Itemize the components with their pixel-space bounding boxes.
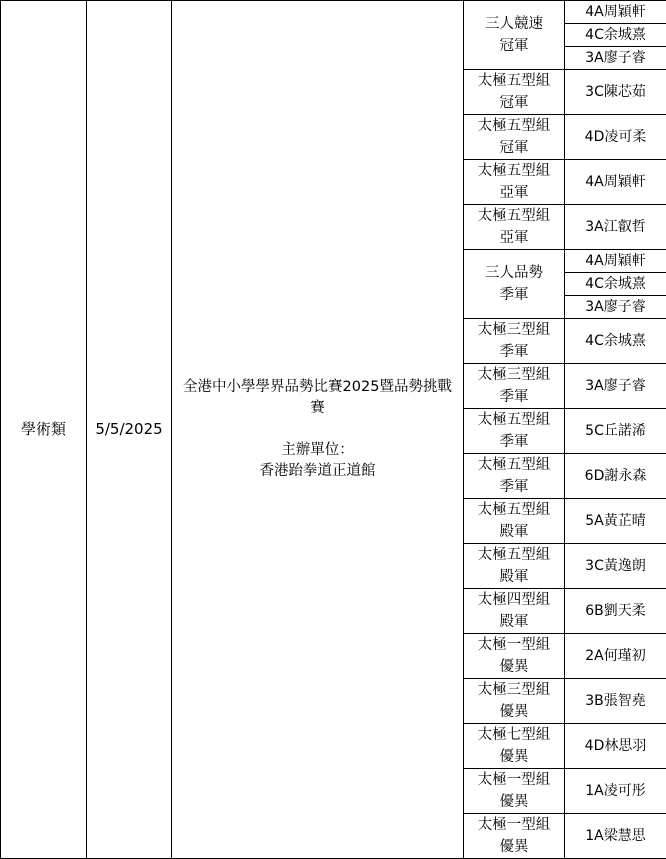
- student-cell: 5A黃芷晴: [565, 499, 666, 544]
- award-name: 三人品勢: [464, 262, 564, 284]
- student-cell: 3A廖子睿: [565, 296, 666, 319]
- award-rank: 季軍: [464, 431, 564, 453]
- event-title-line1: 全港中小學學界品勢比賽2025暨品勢挑戰: [174, 377, 461, 398]
- student-cell: 3A廖子睿: [565, 47, 666, 70]
- award-rank: 優異: [464, 791, 564, 813]
- student-cell: 3C黃逸朗: [565, 544, 666, 589]
- organizer-label: 主辦單位：: [174, 440, 461, 461]
- award-rank: 殿軍: [464, 521, 564, 543]
- award-rank: 殿軍: [464, 566, 564, 588]
- award-name: 太極五型組: [464, 70, 564, 92]
- award-rank: 冠軍: [464, 35, 564, 57]
- date-cell: 5/5/2025: [87, 1, 172, 859]
- award-cell: [464, 634, 565, 679]
- award-name: 太極一型組: [464, 814, 564, 836]
- award-name: 太極五型組: [464, 454, 564, 476]
- table-row: [1, 1, 666, 24]
- award-cell: [464, 814, 565, 859]
- award-cell: [464, 589, 565, 634]
- award-name: 太極三型組: [464, 364, 564, 386]
- student-cell: 3A江叡哲: [565, 205, 666, 250]
- award-rank: 季軍: [464, 386, 564, 408]
- award-rank: 冠軍: [464, 137, 564, 159]
- award-rank: 殿軍: [464, 611, 564, 633]
- award-name: 太極三型組: [464, 319, 564, 341]
- award-rank: 優異: [464, 701, 564, 723]
- award-cell: [464, 679, 565, 724]
- student-cell: 6B劉天柔: [565, 589, 666, 634]
- student-cell: 3C陳芯茹: [565, 70, 666, 115]
- student-cell: 4A周穎軒: [565, 1, 666, 24]
- student-cell: 3B張智堯: [565, 679, 666, 724]
- student-cell: 1A凌可彤: [565, 769, 666, 814]
- event-cell: [172, 1, 464, 859]
- award-rank: 季軍: [464, 284, 564, 306]
- award-cell: [464, 250, 565, 319]
- student-cell: 4C余城熹: [565, 319, 666, 364]
- student-cell: 1A梁慧思: [565, 814, 666, 859]
- student-cell: 4A周穎軒: [565, 250, 666, 273]
- student-cell: 4D林思羽: [565, 724, 666, 769]
- award-rank: 優異: [464, 746, 564, 768]
- award-rank: 季軍: [464, 476, 564, 498]
- award-name: 太極五型組: [464, 409, 564, 431]
- award-name: 太極一型組: [464, 769, 564, 791]
- award-cell: [464, 364, 565, 409]
- student-cell: 2A何瑾初: [565, 634, 666, 679]
- award-name: 太極四型組: [464, 589, 564, 611]
- award-name: 太極五型組: [464, 115, 564, 137]
- award-cell: [464, 409, 565, 454]
- award-rank: 亞軍: [464, 227, 564, 249]
- award-name: 太極五型組: [464, 205, 564, 227]
- award-name: 太極五型組: [464, 544, 564, 566]
- event-title-line2: 賽: [174, 398, 461, 419]
- student-cell: 3A廖子睿: [565, 364, 666, 409]
- award-rank: 季軍: [464, 341, 564, 363]
- award-cell: [464, 205, 565, 250]
- student-cell: 4D凌可柔: [565, 115, 666, 160]
- award-cell: [464, 499, 565, 544]
- award-cell: [464, 319, 565, 364]
- student-cell: 6D謝永森: [565, 454, 666, 499]
- organizer-name: 香港跆拳道正道館: [174, 461, 461, 482]
- award-cell: [464, 70, 565, 115]
- student-cell: 4C余城熹: [565, 24, 666, 47]
- award-cell: [464, 160, 565, 205]
- award-cell: [464, 115, 565, 160]
- award-name: 太極三型組: [464, 679, 564, 701]
- award-rank: 優異: [464, 656, 564, 678]
- student-cell: 4A周穎軒: [565, 160, 666, 205]
- award-rank: 亞軍: [464, 182, 564, 204]
- student-cell: 4C余城熹: [565, 273, 666, 296]
- award-name: 太極五型組: [464, 160, 564, 182]
- award-cell: [464, 724, 565, 769]
- award-name: 三人競速: [464, 13, 564, 35]
- award-cell: [464, 454, 565, 499]
- award-rank: 冠軍: [464, 92, 564, 114]
- student-cell: 5C丘諾浠: [565, 409, 666, 454]
- award-rank: 優異: [464, 836, 564, 858]
- award-name: 太極五型組: [464, 499, 564, 521]
- category-cell: 學術類: [1, 1, 87, 859]
- award-cell: [464, 1, 565, 70]
- award-name: 太極一型組: [464, 634, 564, 656]
- award-name: 太極七型組: [464, 724, 564, 746]
- award-cell: [464, 769, 565, 814]
- award-cell: [464, 544, 565, 589]
